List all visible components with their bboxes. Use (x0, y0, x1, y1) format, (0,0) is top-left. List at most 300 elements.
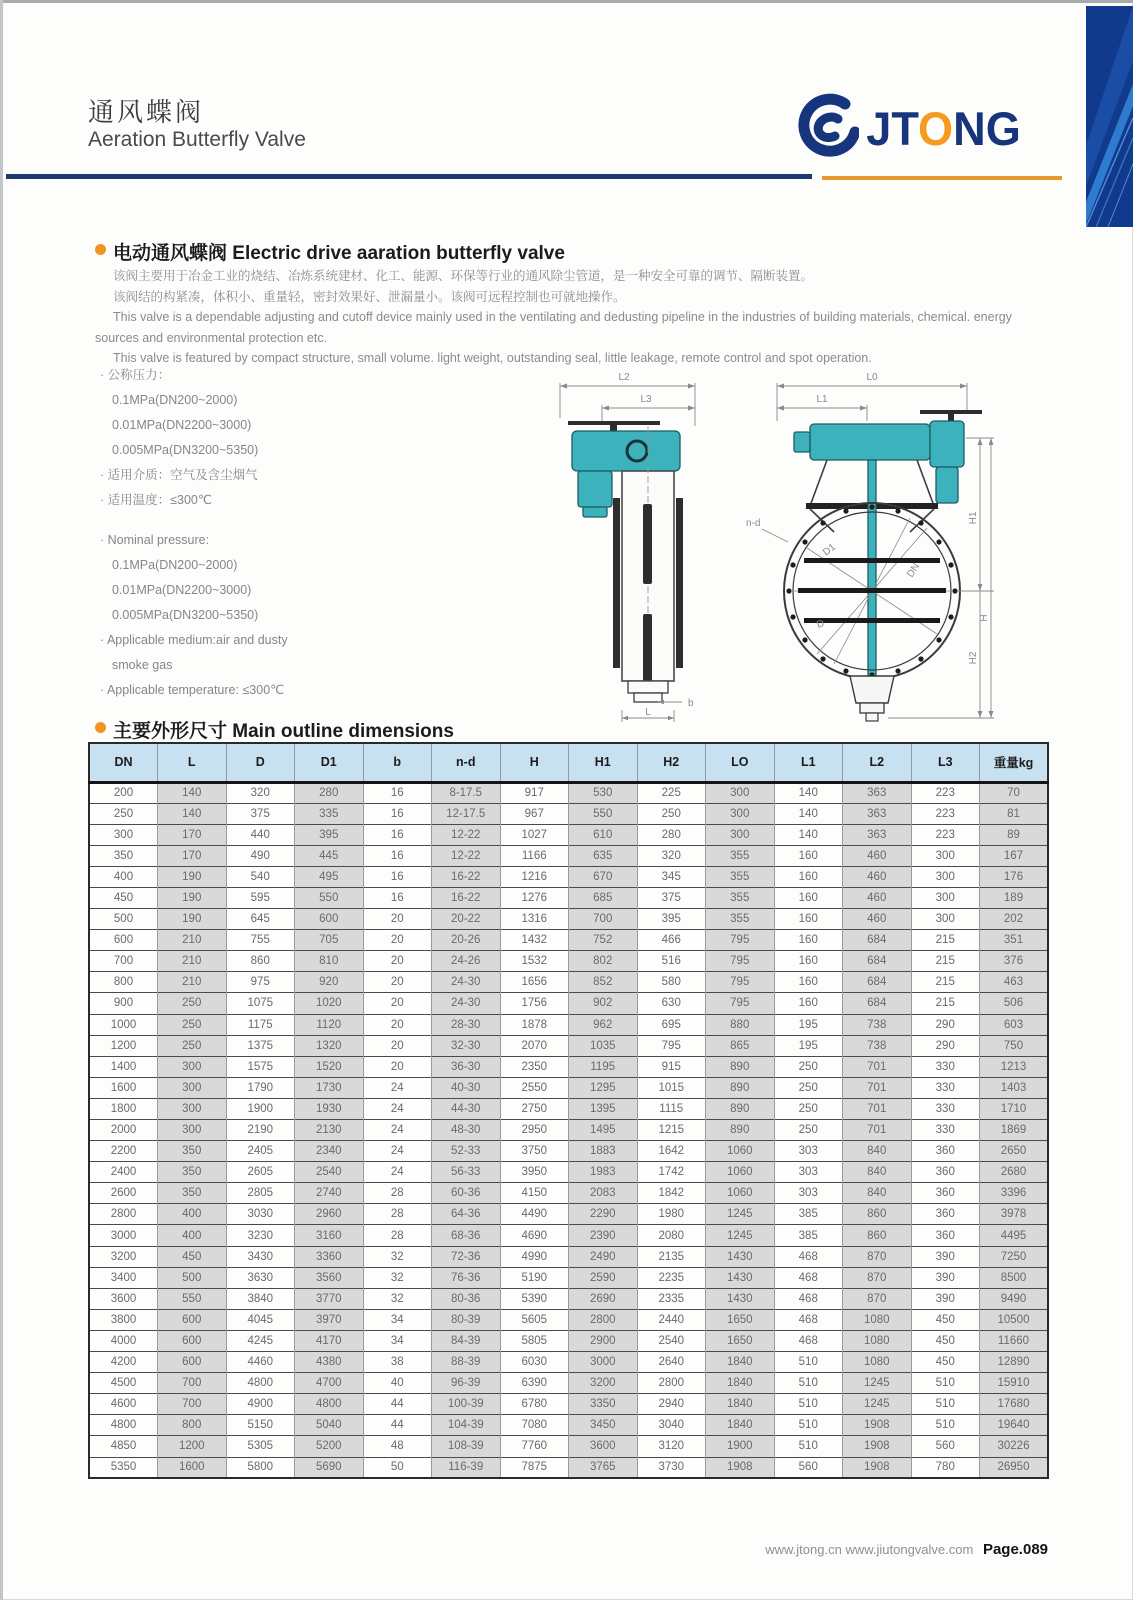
table-row (89, 1120, 1048, 1141)
intro-paragraph: This valve is featured by compact structure, small volume. light weight, outstanding seal, little leakage, remote control and spot operation. (113, 351, 872, 365)
table-cell: 15910 (980, 1373, 1049, 1394)
logo-o-letter: O (918, 101, 954, 155)
column-header: 重量kg (980, 743, 1049, 782)
table-cell: 1080 (843, 1309, 912, 1330)
page-title-chinese: 通风蝶阀 (88, 97, 205, 127)
table-cell: 450 (911, 1352, 980, 1373)
table-cell: 1276 (500, 887, 569, 908)
table-cell: 810 (295, 951, 364, 972)
table-cell: 4850 (89, 1436, 158, 1457)
table-cell: 495 (295, 866, 364, 887)
table-cell: 48 (363, 1436, 432, 1457)
table-cell: 3120 (637, 1436, 706, 1457)
table-row (89, 782, 1048, 803)
table-cell: 300 (911, 866, 980, 887)
table-cell: 72-36 (432, 1246, 501, 1267)
dim-label-h: H (979, 614, 990, 622)
table-cell: 7875 (500, 1457, 569, 1478)
table-cell: 84-39 (432, 1330, 501, 1351)
table-cell: 64-36 (432, 1204, 501, 1225)
table-cell: 780 (911, 1457, 980, 1478)
table-cell: 1245 (706, 1204, 775, 1225)
table-cell: 250 (158, 1035, 227, 1056)
table-cell: 330 (911, 1056, 980, 1077)
table-cell: 24-30 (432, 993, 501, 1014)
page-footer (765, 1541, 1048, 1558)
table-cell: 116-39 (432, 1457, 501, 1478)
table-cell: 3970 (295, 1309, 364, 1330)
table-cell: 468 (774, 1246, 843, 1267)
table-cell: 1245 (843, 1394, 912, 1415)
table-cell: 1790 (226, 1077, 295, 1098)
table-cell: 6390 (500, 1373, 569, 1394)
table-cell: 7250 (980, 1246, 1049, 1267)
table-cell: 250 (774, 1098, 843, 1119)
table-cell: 2235 (637, 1267, 706, 1288)
table-cell: 1080 (843, 1330, 912, 1351)
table-cell: 800 (89, 972, 158, 993)
table-cell: 190 (158, 866, 227, 887)
dim-label-l1: L1 (816, 394, 828, 405)
footer-page-number: Page.089 (982, 1541, 1048, 1558)
table-cell: 303 (774, 1141, 843, 1162)
table-cell: 750 (980, 1035, 1049, 1056)
table-cell: 1495 (569, 1120, 638, 1141)
table-cell: 303 (774, 1183, 843, 1204)
column-header: L1 (774, 743, 843, 782)
table-cell: 500 (158, 1267, 227, 1288)
table-cell: 685 (569, 887, 638, 908)
spec-item (100, 363, 540, 463)
table-cell: 300 (158, 1120, 227, 1141)
table-cell: 52-33 (432, 1141, 501, 1162)
intro-bullet-icon (95, 244, 106, 255)
table-cell: 3396 (980, 1183, 1049, 1204)
table-cell: 140 (158, 803, 227, 824)
table-cell: 44-30 (432, 1098, 501, 1119)
table-cell: 215 (911, 930, 980, 951)
table-cell: 20-22 (432, 909, 501, 930)
table-cell: 860 (843, 1204, 912, 1225)
table-cell: 3600 (569, 1436, 638, 1457)
table-row (89, 930, 1048, 951)
table-cell: 50 (363, 1457, 432, 1478)
table-cell: 595 (226, 887, 295, 908)
page-title-english: Aeration Butterfly Valve (88, 128, 306, 151)
table-cell: 1075 (226, 993, 295, 1014)
table-cell: 1742 (637, 1162, 706, 1183)
table-cell: 290 (911, 1035, 980, 1056)
table-cell: 2335 (637, 1288, 706, 1309)
table-cell: 300 (706, 803, 775, 824)
table-cell: 890 (706, 1120, 775, 1141)
table-cell: 400 (89, 866, 158, 887)
table-cell: 450 (89, 887, 158, 908)
table-cell: 1520 (295, 1056, 364, 1077)
table-cell: 684 (843, 930, 912, 951)
table-cell: 1883 (569, 1141, 638, 1162)
table-cell: 363 (843, 824, 912, 845)
table-cell: 967 (500, 803, 569, 824)
table-cell: 3840 (226, 1288, 295, 1309)
table-cell: 1027 (500, 824, 569, 845)
table-cell: 2640 (637, 1352, 706, 1373)
table-cell: 1575 (226, 1056, 295, 1077)
table-cell: 48-30 (432, 1120, 501, 1141)
table-cell: 4690 (500, 1225, 569, 1246)
table-cell: 4600 (89, 1394, 158, 1415)
table-cell: 4500 (89, 1373, 158, 1394)
table-cell: 4700 (295, 1373, 364, 1394)
table-cell: 1908 (843, 1415, 912, 1436)
table-cell: 3765 (569, 1457, 638, 1478)
table-cell: 223 (911, 803, 980, 824)
table-cell: 460 (843, 887, 912, 908)
table-cell: 80-39 (432, 1309, 501, 1330)
table-cell: 400 (158, 1204, 227, 1225)
table-cell: 705 (295, 930, 364, 951)
table-cell: 195 (774, 1014, 843, 1035)
table-cell: 2690 (569, 1288, 638, 1309)
table-cell: 300 (158, 1056, 227, 1077)
table-cell: 4900 (226, 1394, 295, 1415)
table-cell: 4460 (226, 1352, 295, 1373)
table-cell: 800 (158, 1415, 227, 1436)
table-cell: 460 (843, 866, 912, 887)
table-cell: 610 (569, 824, 638, 845)
column-header: H2 (637, 743, 706, 782)
table-cell: 3560 (295, 1267, 364, 1288)
table-cell: 395 (295, 824, 364, 845)
table-cell: 5350 (89, 1457, 158, 1478)
table-cell: 215 (911, 951, 980, 972)
table-cell: 795 (706, 993, 775, 1014)
table-cell: 290 (911, 1014, 980, 1035)
table-cell: 2130 (295, 1120, 364, 1141)
table-cell: 1115 (637, 1098, 706, 1119)
footer-url-1: www.jtong.cn (765, 1542, 842, 1557)
table-cell: 89 (980, 824, 1049, 845)
table-cell: 852 (569, 972, 638, 993)
table-cell: 303 (774, 1162, 843, 1183)
table-cell: 500 (89, 909, 158, 930)
table-cell: 1166 (500, 845, 569, 866)
table-cell: 202 (980, 909, 1049, 930)
table-cell: 190 (158, 909, 227, 930)
table-cell: 360 (911, 1141, 980, 1162)
table-cell: 3430 (226, 1246, 295, 1267)
table-cell: 870 (843, 1288, 912, 1309)
table-cell: 1245 (706, 1225, 775, 1246)
table-cell: 250 (158, 1014, 227, 1035)
table-cell: 223 (911, 782, 980, 803)
table-cell: 3730 (637, 1457, 706, 1478)
table-cell: 4150 (500, 1183, 569, 1204)
table-cell: 550 (295, 887, 364, 908)
table-cell: 363 (843, 782, 912, 803)
table-cell: 250 (774, 1056, 843, 1077)
table-cell: 695 (637, 1014, 706, 1035)
table-cell: 375 (226, 803, 295, 824)
table-row (89, 1035, 1048, 1056)
table-row (89, 1457, 1048, 1478)
table-cell: 4800 (89, 1415, 158, 1436)
table-cell: 738 (843, 1035, 912, 1056)
table-cell: 445 (295, 845, 364, 866)
table-cell: 700 (569, 909, 638, 930)
spec-value-line: 0.005MPa(DN3200~5350) (112, 443, 259, 457)
table-section-title: 主要外形尺寸 Main outline dimensions (113, 721, 454, 742)
table-cell: 68-36 (432, 1225, 501, 1246)
table-row (89, 1225, 1048, 1246)
table-cell: 9490 (980, 1288, 1049, 1309)
table-cell: 840 (843, 1162, 912, 1183)
table-cell: 225 (637, 782, 706, 803)
corner-stripe-band (1086, 6, 1133, 227)
table-row (89, 803, 1048, 824)
table-row (89, 1394, 1048, 1415)
table-cell: 210 (158, 972, 227, 993)
table-cell: 10500 (980, 1309, 1049, 1330)
table-cell: 1020 (295, 993, 364, 1014)
table-cell: 1600 (158, 1457, 227, 1478)
brand-logo (793, 92, 1024, 164)
column-header: L3 (911, 743, 980, 782)
table-cell: 320 (226, 782, 295, 803)
table-row (89, 1077, 1048, 1098)
table-cell: 36-30 (432, 1056, 501, 1077)
column-header: D1 (295, 743, 364, 782)
intro-paragraph: 该阀结的构紧凑，体积小、重量轻，密封效果好、泄漏量小。该阀可远程控制也可就地操作。 (113, 289, 626, 304)
table-cell: 1800 (89, 1098, 158, 1119)
table-cell: 395 (637, 909, 706, 930)
table-cell: 4000 (89, 1330, 158, 1351)
table-cell: 280 (295, 782, 364, 803)
table-cell: 2650 (980, 1141, 1049, 1162)
column-header: LO (706, 743, 775, 782)
table-cell: 840 (843, 1141, 912, 1162)
table-cell: 1710 (980, 1098, 1049, 1119)
table-cell: 540 (226, 866, 295, 887)
table-cell: 355 (706, 866, 775, 887)
table-cell: 7080 (500, 1415, 569, 1436)
table-cell: 1842 (637, 1183, 706, 1204)
spec-item (100, 463, 540, 488)
table-cell: 1060 (706, 1162, 775, 1183)
table-cell: 2950 (500, 1120, 569, 1141)
table-row (89, 1098, 1048, 1119)
table-cell: 4045 (226, 1309, 295, 1330)
table-cell: 1756 (500, 993, 569, 1014)
table-cell: 355 (706, 845, 775, 866)
table-cell: 385 (774, 1225, 843, 1246)
table-cell: 1035 (569, 1035, 638, 1056)
table-cell: 34 (363, 1309, 432, 1330)
table-cell: 1983 (569, 1162, 638, 1183)
table-row (89, 1288, 1048, 1309)
table-cell: 1395 (569, 1098, 638, 1119)
table-cell: 1430 (706, 1288, 775, 1309)
spec-item (100, 628, 540, 678)
table-cell: 3400 (89, 1267, 158, 1288)
table-cell: 223 (911, 824, 980, 845)
table-row (89, 1373, 1048, 1394)
table-cell: 580 (637, 972, 706, 993)
table-cell: 1869 (980, 1120, 1049, 1141)
table-cell: 16 (363, 782, 432, 803)
table-cell: 450 (911, 1309, 980, 1330)
table-cell: 250 (89, 803, 158, 824)
table-cell: 603 (980, 1014, 1049, 1035)
table-cell: 560 (911, 1436, 980, 1457)
table-cell: 24 (363, 1098, 432, 1119)
table-cell: 1295 (569, 1077, 638, 1098)
table-cell: 1840 (706, 1415, 775, 1436)
table-cell: 1175 (226, 1014, 295, 1035)
table-cell: 20 (363, 1056, 432, 1077)
table-cell: 510 (911, 1373, 980, 1394)
table-cell: 975 (226, 972, 295, 993)
table-cell: 1908 (843, 1436, 912, 1457)
table-cell: 902 (569, 993, 638, 1014)
table-cell: 460 (843, 909, 912, 930)
table-cell: 635 (569, 845, 638, 866)
table-cell: 1215 (637, 1120, 706, 1141)
spec-label: · Applicable medium:air and dusty (100, 633, 288, 647)
table-cell: 108-39 (432, 1436, 501, 1457)
dim-label-l3: L3 (640, 394, 652, 405)
table-cell: 34 (363, 1330, 432, 1351)
table-cell: 20-26 (432, 930, 501, 951)
table-cell: 11660 (980, 1330, 1049, 1351)
table-cell: 700 (89, 951, 158, 972)
table-cell: 32 (363, 1267, 432, 1288)
table-cell: 350 (158, 1162, 227, 1183)
table-cell: 684 (843, 951, 912, 972)
table-row (89, 1352, 1048, 1373)
dimensions-table-wrap (88, 742, 1049, 1479)
table-cell: 4800 (226, 1373, 295, 1394)
table-cell: 96-39 (432, 1373, 501, 1394)
table-cell: 6030 (500, 1352, 569, 1373)
table-cell: 4490 (500, 1204, 569, 1225)
table-cell: 3450 (569, 1415, 638, 1436)
table-cell: 1900 (706, 1436, 775, 1457)
table-cell: 840 (843, 1183, 912, 1204)
table-cell: 140 (774, 803, 843, 824)
table-cell: 701 (843, 1056, 912, 1077)
label-d1: D1 (821, 541, 838, 559)
table-row (89, 909, 1048, 930)
table-cell: 350 (158, 1141, 227, 1162)
footer-url-2: www.jiutongvalve.com (845, 1542, 974, 1557)
table-row (89, 1204, 1048, 1225)
spec-label: · 适用介质：空气及含尘烟气 (100, 468, 258, 482)
table-cell: 1000 (89, 1014, 158, 1035)
table-cell: 1375 (226, 1035, 295, 1056)
table-cell: 215 (911, 993, 980, 1014)
spec-item (100, 488, 540, 513)
dimensions-table (88, 742, 1049, 1479)
table-cell: 60-36 (432, 1183, 501, 1204)
table-cell: 1840 (706, 1373, 775, 1394)
spec-label: · 适用温度：≤300℃ (100, 493, 212, 507)
table-cell: 463 (980, 972, 1049, 993)
table-cell: 2750 (500, 1098, 569, 1119)
table-row (89, 1330, 1048, 1351)
table-cell: 360 (911, 1204, 980, 1225)
table-cell: 795 (706, 972, 775, 993)
table-cell: 40-30 (432, 1077, 501, 1098)
spec-value-line: 0.005MPa(DN3200~5350) (112, 608, 259, 622)
table-cell: 300 (158, 1098, 227, 1119)
table-cell: 510 (774, 1394, 843, 1415)
table-cell: 80-36 (432, 1288, 501, 1309)
table-cell: 1730 (295, 1077, 364, 1098)
table-cell: 645 (226, 909, 295, 930)
table-row (89, 1309, 1048, 1330)
spec-value-line: smoke gas (112, 658, 173, 672)
table-cell: 550 (158, 1288, 227, 1309)
table-cell: 16 (363, 824, 432, 845)
table-cell: 56-33 (432, 1162, 501, 1183)
spec-label: · Nominal pressure: (100, 533, 210, 547)
table-cell: 28-30 (432, 1014, 501, 1035)
header-rule-orange (822, 176, 1062, 180)
table-row (89, 866, 1048, 887)
table-cell: 3350 (569, 1394, 638, 1415)
table-cell: 16 (363, 866, 432, 887)
dim-label-h2: H2 (968, 651, 979, 665)
logo-wordmark: JTONG (866, 101, 1021, 155)
label-n-d: n-d (746, 518, 761, 529)
table-cell: 510 (911, 1394, 980, 1415)
table-cell: 390 (911, 1267, 980, 1288)
table-cell: 2900 (569, 1330, 638, 1351)
table-cell: 300 (158, 1077, 227, 1098)
table-cell: 802 (569, 951, 638, 972)
table-cell: 4800 (295, 1394, 364, 1415)
table-cell: 160 (774, 909, 843, 930)
table-cell: 2740 (295, 1183, 364, 1204)
table-cell: 2600 (89, 1183, 158, 1204)
table-cell: 2405 (226, 1141, 295, 1162)
table-cell: 600 (158, 1309, 227, 1330)
table-cell: 2340 (295, 1141, 364, 1162)
table-row (89, 887, 1048, 908)
table-cell: 701 (843, 1098, 912, 1119)
table-cell: 1900 (226, 1098, 295, 1119)
table-cell: 860 (843, 1225, 912, 1246)
table-cell: 2800 (89, 1204, 158, 1225)
intro-paragraph: This valve is a dependable adjusting and cutoff device mainly used in the ventilating and dedusting pipeline in the industries of building materials, chemical. energy sources and environmental protection etc. (95, 310, 1012, 345)
table-cell: 12-22 (432, 845, 501, 866)
table-cell: 330 (911, 1077, 980, 1098)
table-cell: 468 (774, 1288, 843, 1309)
table-cell: 466 (637, 930, 706, 951)
table-cell: 900 (89, 993, 158, 1014)
logo-swirl-icon (793, 92, 859, 164)
table-cell: 20 (363, 909, 432, 930)
spec-item (100, 528, 540, 628)
table-cell: 870 (843, 1267, 912, 1288)
table-cell: 510 (774, 1436, 843, 1457)
table-cell: 24 (363, 1162, 432, 1183)
table-cell: 363 (843, 803, 912, 824)
column-header: b (363, 743, 432, 782)
table-cell: 1015 (637, 1077, 706, 1098)
table-body (89, 782, 1048, 1478)
